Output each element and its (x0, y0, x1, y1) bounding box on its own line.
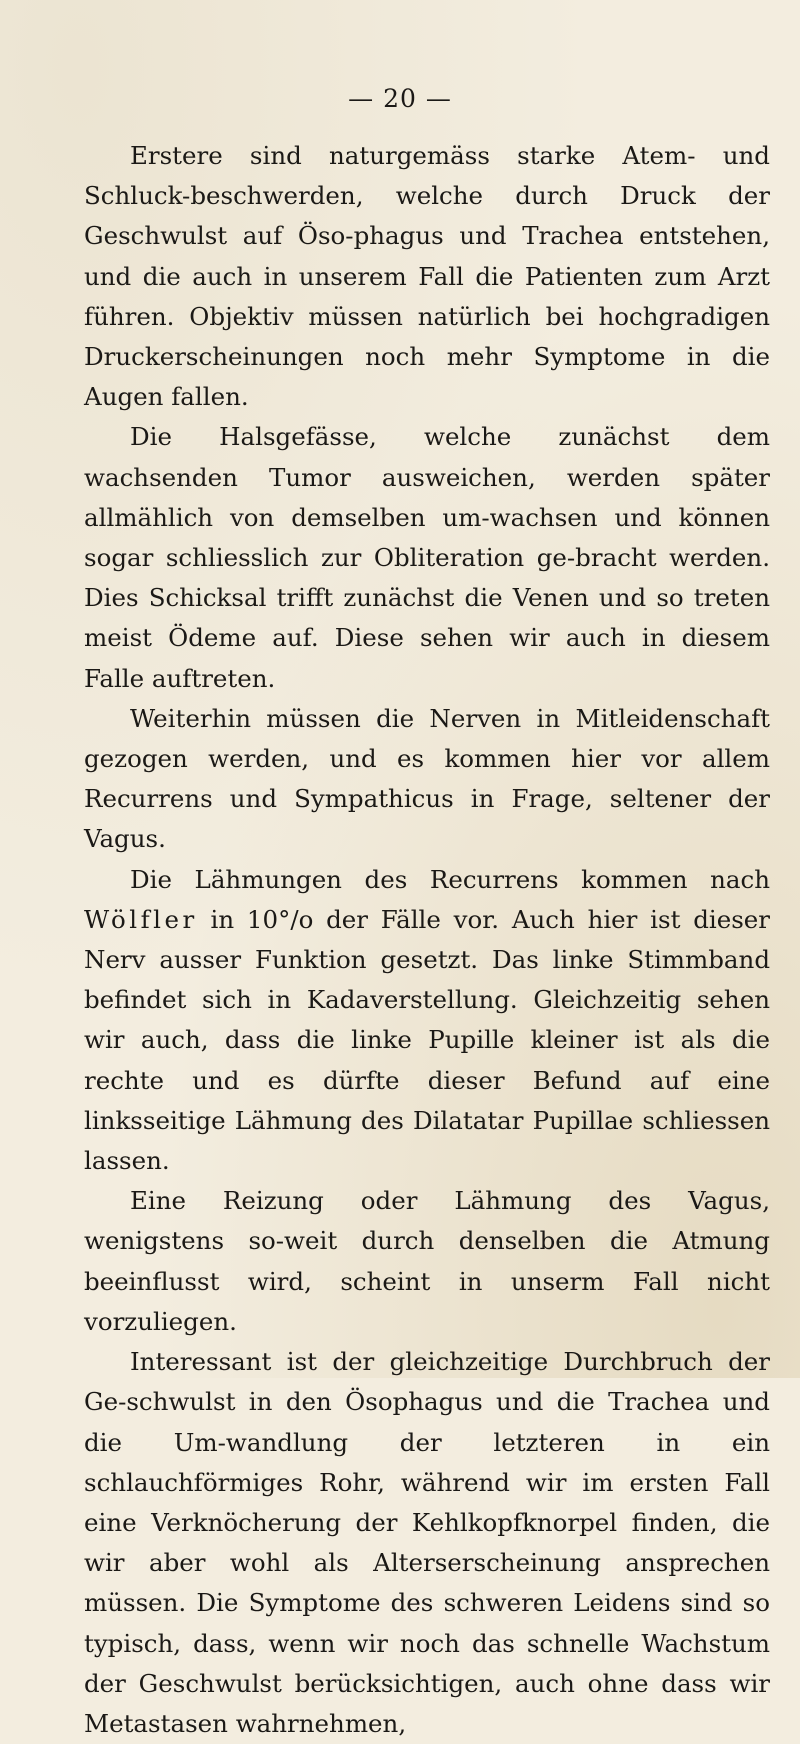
paragraph (84, 699, 770, 860)
page-number: — 20 — (348, 84, 452, 113)
body-text (84, 136, 770, 1744)
text-segment: Weiterhin müssen die Nerven in Mitleidenschaft gezogen werden, und es kommen hier vor allem Recurrens und Sympathicus in Frage, seltener der Vagus. (84, 703, 770, 854)
paragraph (84, 1342, 770, 1744)
text-segment: Eine Reizung oder Lähmung des Vagus, wenigstens so-weit durch denselben die Atmung beeinflusst wird, scheint in unserm Fall nicht vorzuliegen. (84, 1186, 770, 1336)
paragraph (84, 860, 770, 1182)
text-segment: Erstere sind naturgemäss starke Atem- und Schluck-beschwerden, welche durch Druck der Geschwulst auf Öso-phagus und Trachea entstehen, und die auch in unserem Fall die Patienten zum Arzt führen. Objektiv müssen natürlich bei hochgradigen Druckerscheinungen noch mehr Symptome in die Augen fallen. (84, 141, 770, 412)
paragraph (84, 417, 770, 698)
paragraph (84, 1181, 770, 1342)
author-name: Wölfler (84, 904, 198, 934)
text-segment: Interessant ist der gleichzeitige Durchbruch der Ge-schwulst in den Ösophagus und die Trachea und die Um-wandlung der letzteren in ein schlauchförmiges Rohr, während wir im ersten Fall eine Verknöcherung der Kehlkopfknorpel finden, die wir aber wohl als Alterserscheinung ansprechen müssen. Die Symptome des schweren Leidens sind so typisch, dass, wenn wir noch das schnelle Wachstum der Geschwulst berücksichtigen, auch ohne dass wir Metastasen wahrnehmen, (84, 1347, 770, 1738)
text-segment: Die Lähmungen des Recurrens kommen nach (130, 864, 770, 894)
text-segment: Die Halsgefässe, welche zunächst dem wachsenden Tumor ausweichen, werden später allmählich von demselben um-wachsen und können sogar schliesslich zur Obliteration ge-bracht werden. Dies Schicksal trifft zunächst die Venen und so treten meist Ödeme auf. Diese sehen wir auch in diesem Falle auftreten. (84, 422, 770, 693)
paragraph (84, 136, 770, 417)
text-segment: in 10°/o der Fälle vor. Auch hier ist dieser Nerv ausser Funktion gesetzt. Das linke Stimmband befindet sich in Kadaverstellung. Gleichzeitig sehen wir auch, dass die linke Pupille kleiner ist als die rechte und es dürfte dieser Befund auf eine linksseitige Lähmung des Dilatatar Pupillae schliessen lassen. (84, 904, 770, 1176)
